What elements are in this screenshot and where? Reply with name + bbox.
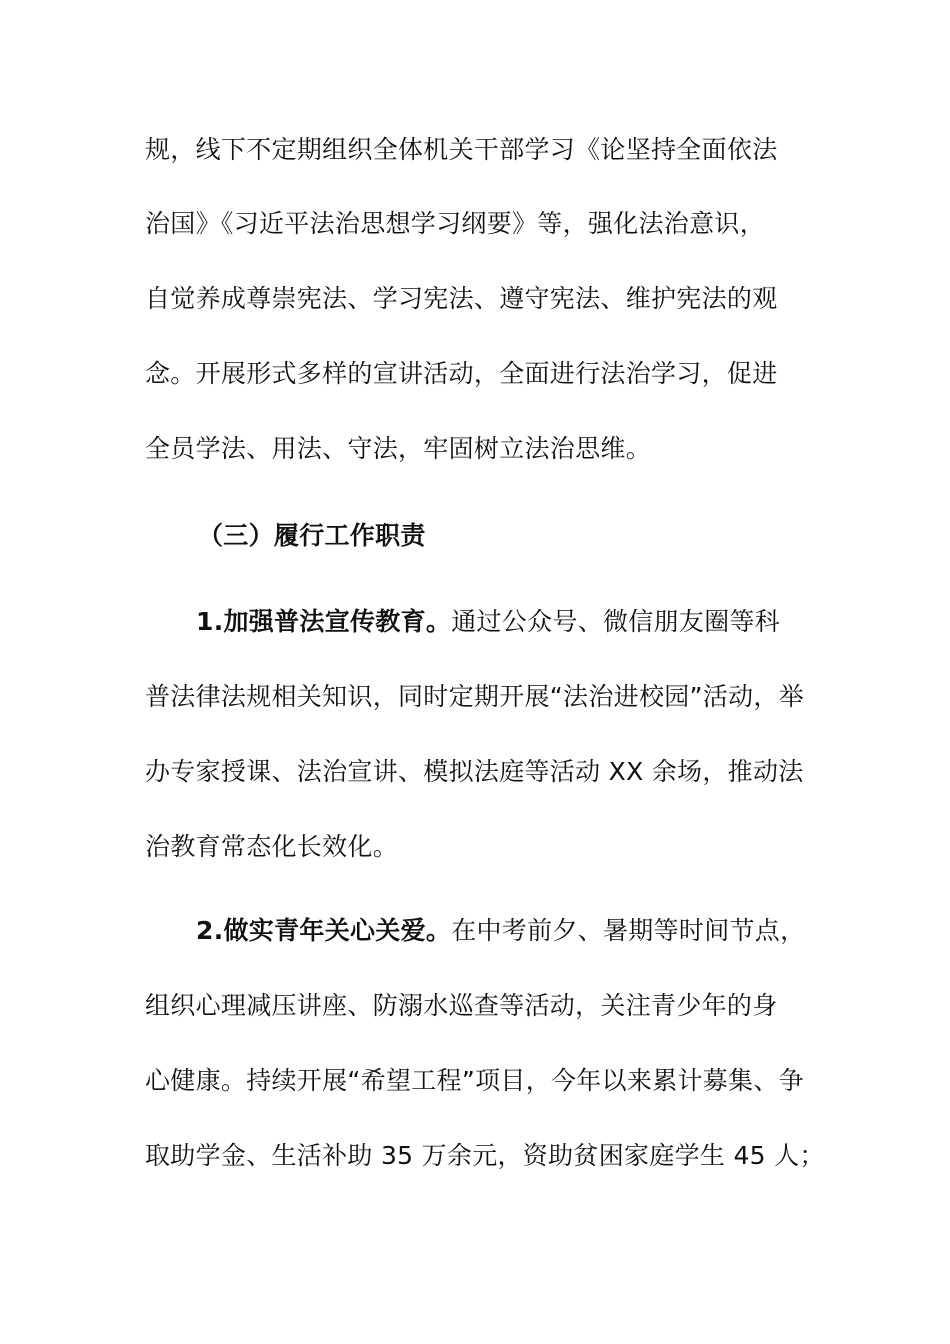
paragraph-line: 规，线下不定期组织全体机关干部学习《论坚持全面依法 xyxy=(145,135,778,164)
paragraph-line: 治国》《习近平法治思想学习纲要》等，强化法治意识， xyxy=(145,209,766,238)
paragraph-line: 治教育常态化长效化。 xyxy=(145,832,399,861)
item-first-line xyxy=(196,913,805,949)
paragraph-line: 全员学法、用法、守法，牢固树立法治思维。 xyxy=(145,434,652,463)
paragraph-line: 取助学金、生活补助 35 万余元，资助贫困家庭学生 45 人； xyxy=(145,1141,825,1170)
item-lead: 1.加强普法宣传教育。 xyxy=(196,607,452,636)
paragraph-line: 组织心理减压讲座、防溺水巡查等活动，关注青少年的身 xyxy=(145,991,778,1020)
paragraph-line: 办专家授课、法治宣讲、模拟法庭等活动 XX 余场，推动法 xyxy=(145,757,804,786)
item-first-line xyxy=(196,604,780,640)
paragraph-line: 普法律法规相关知识，同时定期开展“法治进校园”活动，举 xyxy=(145,682,805,711)
paragraph-line: 心健康。持续开展“希望工程”项目，今年以来累计募集、争 xyxy=(145,1066,805,1095)
item-lead: 2.做实青年关心关爱。 xyxy=(196,916,452,945)
section-heading: （三）履行工作职责 xyxy=(198,521,426,550)
paragraph-line: 念。开展形式多样的宣讲活动，全面进行法治学习，促进 xyxy=(145,359,778,388)
item-text: 在中考前夕、暑期等时间节点， xyxy=(451,916,806,945)
paragraph-line: 自觉养成尊崇宪法、学习宪法、遵守宪法、维护宪法的观 xyxy=(145,284,778,313)
item-text: 通过公众号、微信朋友圈等科 xyxy=(451,607,781,636)
